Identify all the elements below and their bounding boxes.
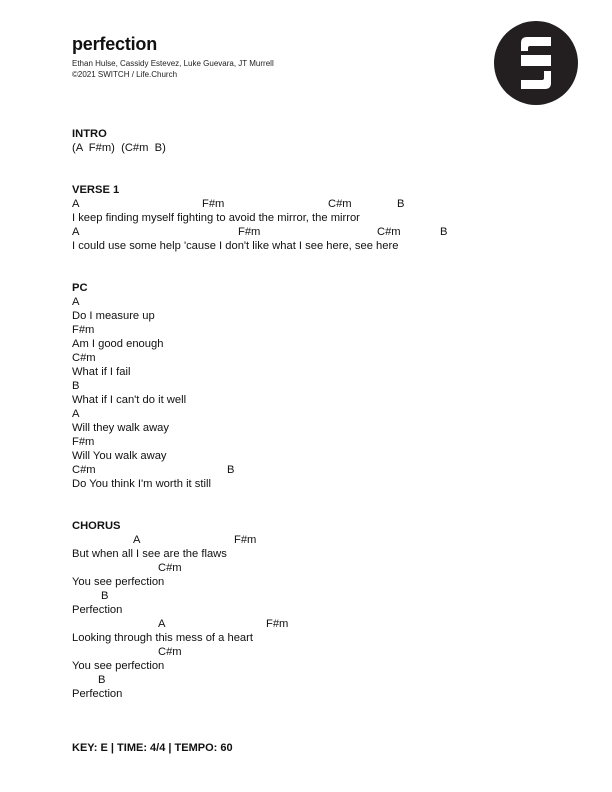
chord: C#m: [377, 226, 401, 238]
chord: F#m: [266, 618, 289, 630]
lyric-line: Do I measure up: [72, 310, 155, 322]
chord: C#m: [158, 562, 182, 574]
chord: F#m: [202, 198, 225, 210]
chord-line: [72, 561, 542, 575]
chord: F#m: [72, 324, 95, 336]
chord-line: [72, 533, 542, 547]
lyric-line: Do You think I'm worth it still: [72, 478, 211, 490]
chord: C#m: [72, 352, 96, 364]
chord-line: [72, 589, 542, 603]
songwriters: Ethan Hulse, Cassidy Estevez, Luke Guevara, JT Murrell: [72, 59, 274, 68]
lyric-line: I could use some help 'cause I don't like what I see here, see here: [72, 240, 399, 252]
lyric-line: Will You walk away: [72, 450, 167, 462]
chord-line: [72, 379, 542, 393]
section-heading-chorus: CHORUS: [72, 520, 121, 532]
lyric-line: What if I can't do it well: [72, 394, 187, 406]
chord: B: [98, 674, 106, 686]
chord-line: [72, 435, 542, 449]
chord: C#m: [328, 198, 352, 210]
chord: A: [72, 408, 80, 420]
section-heading-intro: INTRO: [72, 128, 107, 140]
song-info-footer: KEY: E | TIME: 4/4 | TEMPO: 60: [72, 742, 233, 754]
chord: B: [440, 226, 448, 238]
section-heading-pc: PC: [72, 282, 88, 294]
chord-progression-line: (A F#m) (C#m B): [72, 142, 166, 154]
chord-line: [72, 197, 542, 211]
lyric-line: What if I fail: [72, 366, 131, 378]
lyric-line: I keep finding myself fighting to avoid the mirror, the mirror: [72, 212, 360, 224]
chord-line: [72, 225, 542, 239]
chord-line: [72, 351, 542, 365]
lyric-line: You see perfection: [72, 576, 165, 588]
lyric-line: Perfection: [72, 604, 123, 616]
song-title: perfection: [72, 34, 158, 54]
lyric-line: But when all I see are the flaws: [72, 548, 227, 560]
lyric-line: Will they walk away: [72, 422, 169, 434]
chord-line: [72, 617, 542, 631]
section-heading-verse-1: VERSE 1: [72, 184, 120, 196]
chord: F#m: [238, 226, 261, 238]
chord: C#m: [158, 646, 182, 658]
chord-line: [72, 463, 542, 477]
chord-line: [72, 673, 542, 687]
chord-line: [72, 323, 542, 337]
chord: B: [227, 464, 235, 476]
chord: B: [397, 198, 405, 210]
chord: C#m: [72, 464, 96, 476]
chord: F#m: [72, 436, 95, 448]
chord: A: [133, 534, 141, 546]
chord: A: [72, 226, 80, 238]
chord: F#m: [234, 534, 257, 546]
chord: A: [158, 618, 166, 630]
lyric-line: Looking through this mess of a heart: [72, 632, 253, 644]
chord: B: [101, 590, 109, 602]
chord-line: [72, 295, 542, 309]
switch-s-logo-icon: [494, 21, 578, 105]
lyric-line: You see perfection: [72, 660, 165, 672]
chord-line: [72, 407, 542, 421]
song-credits: [72, 58, 274, 80]
chord: A: [72, 198, 80, 210]
chord: A: [72, 296, 80, 308]
lyric-line: Am I good enough: [72, 338, 164, 350]
copyright: ©2021 SWITCH / Life.Church: [72, 70, 178, 79]
chord: B: [72, 380, 80, 392]
lyric-line: Perfection: [72, 688, 123, 700]
chord-line: [72, 645, 542, 659]
